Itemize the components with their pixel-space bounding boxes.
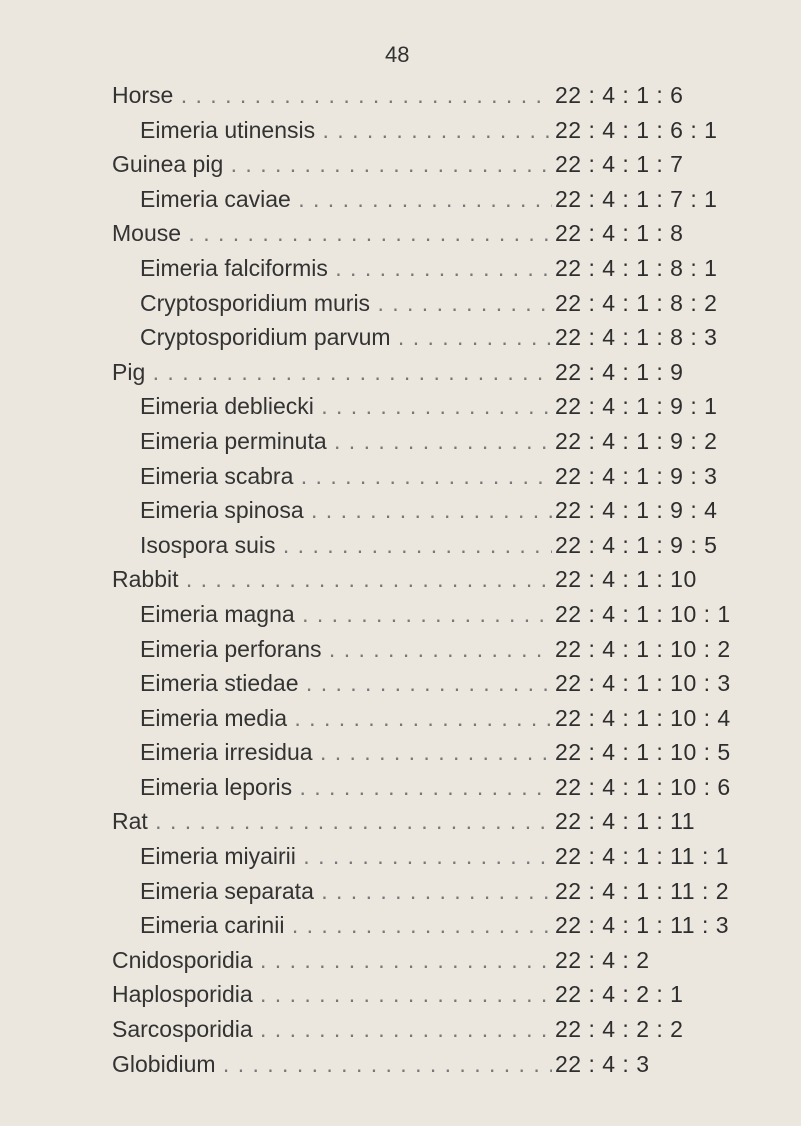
entry-code: 22 : 4 : 2 : 1 bbox=[555, 981, 684, 1008]
entry-label: Eimeria spinosa . . . bbox=[140, 493, 552, 527]
index-entry bbox=[0, 839, 801, 874]
entry-code: 22 : 4 : 1 : 7 : 1 bbox=[555, 185, 718, 212]
index-entry bbox=[0, 459, 801, 494]
classification-index-list bbox=[0, 78, 801, 1081]
entry-label: Eimeria separata . . . bbox=[140, 874, 552, 908]
entry-label: Eimeria carinii . . . bbox=[140, 908, 552, 942]
entry-label: Eimeria perforans . . . bbox=[140, 632, 552, 666]
index-entry bbox=[0, 493, 801, 528]
entry-code: 22 : 4 : 1 : 10 bbox=[555, 566, 697, 593]
index-entry bbox=[0, 182, 801, 217]
entry-code: 22 : 4 : 1 : 8 bbox=[555, 220, 684, 247]
entry-code: 22 : 4 : 2 bbox=[555, 946, 650, 973]
index-entry bbox=[0, 666, 801, 701]
entry-label: Rabbit . . . bbox=[112, 562, 552, 596]
index-entry bbox=[0, 770, 801, 805]
entry-code: 22 : 4 : 1 : 11 : 3 bbox=[555, 912, 730, 939]
entry-code: 22 : 4 : 1 : 11 bbox=[555, 808, 696, 835]
entry-label: Eimeria falciformis . . . bbox=[140, 251, 552, 285]
index-entry bbox=[0, 908, 801, 943]
entry-label: Eimeria scabra . . . bbox=[140, 459, 552, 493]
entry-code: 22 : 4 : 1 : 9 : 4 bbox=[555, 497, 718, 524]
index-entry bbox=[0, 424, 801, 459]
index-entry bbox=[0, 113, 801, 148]
index-entry bbox=[0, 355, 801, 390]
index-entry bbox=[0, 528, 801, 563]
entry-code: 22 : 4 : 3 bbox=[555, 1050, 650, 1077]
entry-label: Eimeria media . . . bbox=[140, 701, 552, 735]
entry-code: 22 : 4 : 1 : 11 : 1 bbox=[555, 843, 730, 870]
entry-label: Cryptosporidium parvum . . . bbox=[140, 320, 552, 354]
entry-label: Eimeria debliecki . . . bbox=[140, 389, 552, 423]
index-entry bbox=[0, 977, 801, 1012]
entry-code: 22 : 4 : 1 : 11 : 2 bbox=[555, 877, 730, 904]
entry-code: 22 : 4 : 1 : 6 : 1 bbox=[555, 116, 718, 143]
index-entry bbox=[0, 562, 801, 597]
index-entry bbox=[0, 320, 801, 355]
index-entry bbox=[0, 1047, 801, 1082]
entry-label: Eimeria perminuta . . . bbox=[140, 424, 552, 458]
entry-code: 22 : 4 : 1 : 8 : 3 bbox=[555, 324, 718, 351]
entry-code: 22 : 4 : 1 : 10 : 2 bbox=[555, 635, 731, 662]
entry-code: 22 : 4 : 1 : 10 : 6 bbox=[555, 773, 731, 800]
entry-label: Mouse . . . bbox=[112, 216, 552, 250]
entry-code: 22 : 4 : 1 : 8 : 1 bbox=[555, 254, 718, 281]
index-entry bbox=[0, 632, 801, 667]
entry-label: Cryptosporidium muris . . . bbox=[140, 286, 552, 320]
entry-code: 22 : 4 : 1 : 6 bbox=[555, 82, 684, 108]
entry-code: 22 : 4 : 1 : 10 : 3 bbox=[555, 670, 731, 697]
index-entry bbox=[0, 147, 801, 182]
index-entry bbox=[0, 251, 801, 286]
entry-code: 22 : 4 : 1 : 10 : 4 bbox=[555, 704, 731, 731]
entry-label: Haplosporidia . . . bbox=[112, 977, 552, 1011]
index-entry bbox=[0, 735, 801, 770]
index-entry bbox=[0, 943, 801, 978]
entry-code: 22 : 4 : 1 : 10 : 5 bbox=[555, 739, 731, 766]
entry-label: Globidium . . . bbox=[112, 1047, 552, 1081]
entry-code: 22 : 4 : 1 : 10 : 1 bbox=[555, 600, 731, 627]
index-entry bbox=[0, 804, 801, 839]
index-entry bbox=[0, 701, 801, 736]
entry-label: Eimeria caviae . . . bbox=[140, 182, 552, 216]
index-entry bbox=[0, 1012, 801, 1047]
entry-label: Pig . . . bbox=[112, 355, 552, 389]
index-entry bbox=[0, 286, 801, 321]
entry-code: 22 : 4 : 1 : 9 : 5 bbox=[555, 531, 718, 558]
entry-label: Cnidosporidia . . . bbox=[112, 943, 552, 977]
page-number: 48 bbox=[385, 42, 410, 67]
entry-code: 22 : 4 : 1 : 9 : 2 bbox=[555, 427, 718, 454]
entry-label: Eimeria stiedae . . . bbox=[140, 666, 552, 700]
entry-label: Eimeria miyairii . . . bbox=[140, 839, 552, 873]
entry-label: Isospora suis . . . bbox=[140, 528, 552, 562]
entry-label: Eimeria magna . . . bbox=[140, 597, 552, 631]
entry-code: 22 : 4 : 2 : 2 bbox=[555, 1016, 684, 1043]
entry-code: 22 : 4 : 1 : 9 : 1 bbox=[555, 393, 718, 420]
entry-code: 22 : 4 : 1 : 8 : 2 bbox=[555, 289, 718, 316]
entry-code: 22 : 4 : 1 : 7 bbox=[555, 151, 684, 178]
index-entry bbox=[0, 78, 801, 113]
entry-label: Guinea pig . . . bbox=[112, 147, 552, 181]
entry-label: Eimeria irresidua . . . bbox=[140, 735, 552, 769]
entry-code: 22 : 4 : 1 : 9 bbox=[555, 358, 684, 385]
index-entry bbox=[0, 597, 801, 632]
index-entry bbox=[0, 389, 801, 424]
entry-label: Eimeria leporis . . . bbox=[140, 770, 552, 804]
entry-code: 22 : 4 : 1 : 9 : 3 bbox=[555, 462, 718, 489]
entry-label: Eimeria utinensis . . . bbox=[140, 113, 552, 147]
entry-label: Horse . . . bbox=[112, 78, 552, 112]
entry-label: Rat . . . bbox=[112, 804, 552, 838]
index-entry bbox=[0, 216, 801, 251]
entry-label: Sarcosporidia . . . bbox=[112, 1012, 552, 1046]
index-entry bbox=[0, 874, 801, 909]
